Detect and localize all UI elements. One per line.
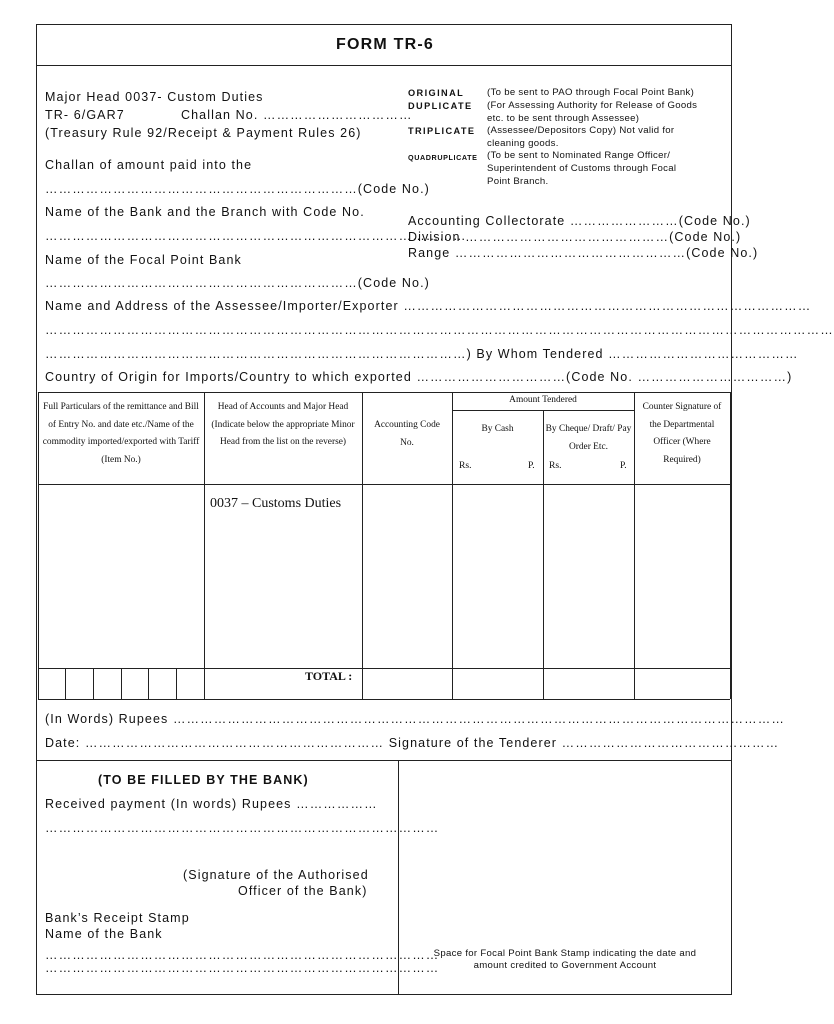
header-bottom-border — [38, 484, 730, 485]
challan-paid-label: Challan of amount paid into the — [45, 158, 253, 172]
copy-note-duplicate-cont: etc. to be sent through Assessee) — [487, 113, 640, 124]
copy-note-quadruplicate-cont1: Superintendent of Customs through Focal — [487, 163, 677, 174]
bank-section-top-border — [36, 760, 732, 761]
major-head: Major Head 0037- Custom Duties — [45, 90, 264, 104]
customs-duties-entry: 0037 – Customs Duties — [210, 496, 342, 511]
col-header-accounting-code: Accounting Code No. — [374, 420, 440, 448]
range-field[interactable]: Range ……………………………………………(Code No.) — [408, 246, 759, 260]
received-payment-line[interactable]: Received payment (In words) Rupees ……………… — [45, 797, 378, 811]
challan-code-line[interactable]: ……………………………………………………………(Code No.) — [45, 182, 430, 196]
bank-name-dotted-1[interactable]: …………………………………………………………………………… — [45, 948, 440, 962]
col-header-by-cheque: By Cheque/ Draft/ Pay Order Etc. — [545, 424, 632, 452]
copy-note-quadruplicate: (To be sent to Nominated Range Officer/ — [487, 150, 671, 161]
col-header-particulars: Full Particulars of the remittance and Bill of Entry No. and date etc./Name of the commodity imported/exported with Tariff (Item No.) — [42, 402, 200, 465]
copy-label-duplicate: DUPLICATE — [408, 101, 473, 111]
col-header-amount-tendered: Amount Tendered — [509, 395, 577, 405]
copy-note-quadruplicate-cont2: Point Branch. — [487, 176, 549, 187]
amount-header-divider — [452, 410, 634, 411]
treasury-rule: (Treasury Rule 92/Receipt & Payment Rules 26) — [45, 126, 362, 140]
total-cell-divider-3 — [121, 668, 122, 699]
col-divider-3 — [452, 392, 453, 699]
cheque-p-label: P. — [620, 460, 627, 471]
challan-number[interactable]: Challan No. …………………………… — [181, 108, 413, 122]
copy-label-quadruplicate: QUADRUPLICATE — [408, 153, 478, 162]
focal-bank-label: Name of the Focal Point Bank — [45, 253, 242, 267]
bank-section-heading: (TO BE FILLED BY THE BANK) — [98, 773, 309, 787]
col-header-head-of-accounts: Head of Accounts and Major Head (Indicate below the appropriate Minor Head from the list on the reverse) — [211, 402, 355, 447]
tr-code: TR- 6/GAR7 — [45, 108, 125, 122]
copy-label-triplicate: TRIPLICATE — [408, 126, 476, 136]
country-of-origin-line[interactable]: Country of Origin for Imports/Country to which exported ……………………………(Code No. ……………………………) — [45, 370, 793, 384]
date-signature-line[interactable]: Date: ………………………………………………………… Signature of the Tenderer ………………………………………… — [45, 736, 780, 750]
cash-p-label: P. — [528, 460, 535, 471]
copy-note-duplicate: (For Assessing Authority for Release of Goods — [487, 100, 698, 111]
col-divider-5 — [634, 392, 635, 699]
total-cell-divider-4 — [148, 668, 149, 699]
cash-rs-label: Rs. — [459, 460, 472, 471]
bank-receipt-stamp-label: Bank’s Receipt Stamp — [45, 911, 190, 925]
copy-note-triplicate-cont: cleaning goods. — [487, 138, 559, 149]
total-cell-divider-1 — [65, 668, 66, 699]
copy-note-original: (To be sent to PAO through Focal Point Bank) — [487, 87, 695, 98]
assessee-name-address[interactable]: Name and Address of the Assessee/Importer/Exporter ……………………………………………………………………………… — [45, 299, 812, 313]
bank-name-dotted-2[interactable]: …………………………………………………………………………… — [45, 961, 440, 975]
division-field[interactable]: Division ………………………………………(Code No.) — [408, 230, 742, 244]
total-cell-divider-5 — [176, 668, 177, 699]
table-bottom-border — [38, 699, 730, 700]
accounting-collectorate[interactable]: Accounting Collectorate ……………………(Code No.) — [408, 214, 751, 228]
total-cell-divider-2 — [93, 668, 94, 699]
col-divider-4 — [543, 410, 544, 699]
title-divider — [36, 65, 732, 66]
bank-name-label: Name of the Bank — [45, 927, 163, 941]
col-header-by-cash: By Cash — [481, 424, 514, 434]
form-title: FORM TR-6 — [336, 36, 434, 53]
table-left-border — [38, 392, 39, 699]
cheque-rs-label: Rs. — [549, 460, 562, 471]
authorised-signature-line1: (Signature of the Authorised — [183, 868, 369, 882]
col-divider-2 — [362, 392, 363, 699]
focal-bank-code-line[interactable]: ……………………………………………………………(Code No.) — [45, 276, 430, 290]
total-label: TOTAL : — [305, 669, 353, 683]
assessee-address-line[interactable]: ………………………………………………………………………………………………………………………………………………………… — [45, 323, 834, 337]
total-row-top — [38, 668, 730, 669]
focal-stamp-note-line2: amount credited to Government Account — [473, 960, 657, 971]
col-divider-1 — [204, 392, 205, 699]
bank-branch-field[interactable]: ………………………………………………………………………………… — [45, 229, 467, 243]
received-payment-continuation[interactable]: …………………………………………………………………………… — [45, 821, 440, 835]
table-right-border — [730, 392, 731, 699]
focal-stamp-note-line1: Space for Focal Point Bank Stamp indicating the date and — [433, 948, 697, 959]
col-header-counter-signature: Counter Signature of the Departmental Officer (Where Required) — [642, 402, 722, 465]
copy-label-original: ORIGINAL — [408, 88, 465, 98]
copy-note-triplicate: (Assessee/Depositors Copy) Not valid for — [487, 125, 675, 136]
authorised-signature-line2: Officer of the Bank) — [238, 884, 368, 898]
tendered-by-line[interactable]: …………………………………………………………………………………) By Whom Tendered …………………………………… — [45, 347, 799, 361]
bank-branch-label: Name of the Bank and the Branch with Code No. — [45, 205, 365, 219]
amount-in-words[interactable]: (In Words) Rupees ……………………………………………………………………………………………………………………… — [45, 712, 785, 726]
